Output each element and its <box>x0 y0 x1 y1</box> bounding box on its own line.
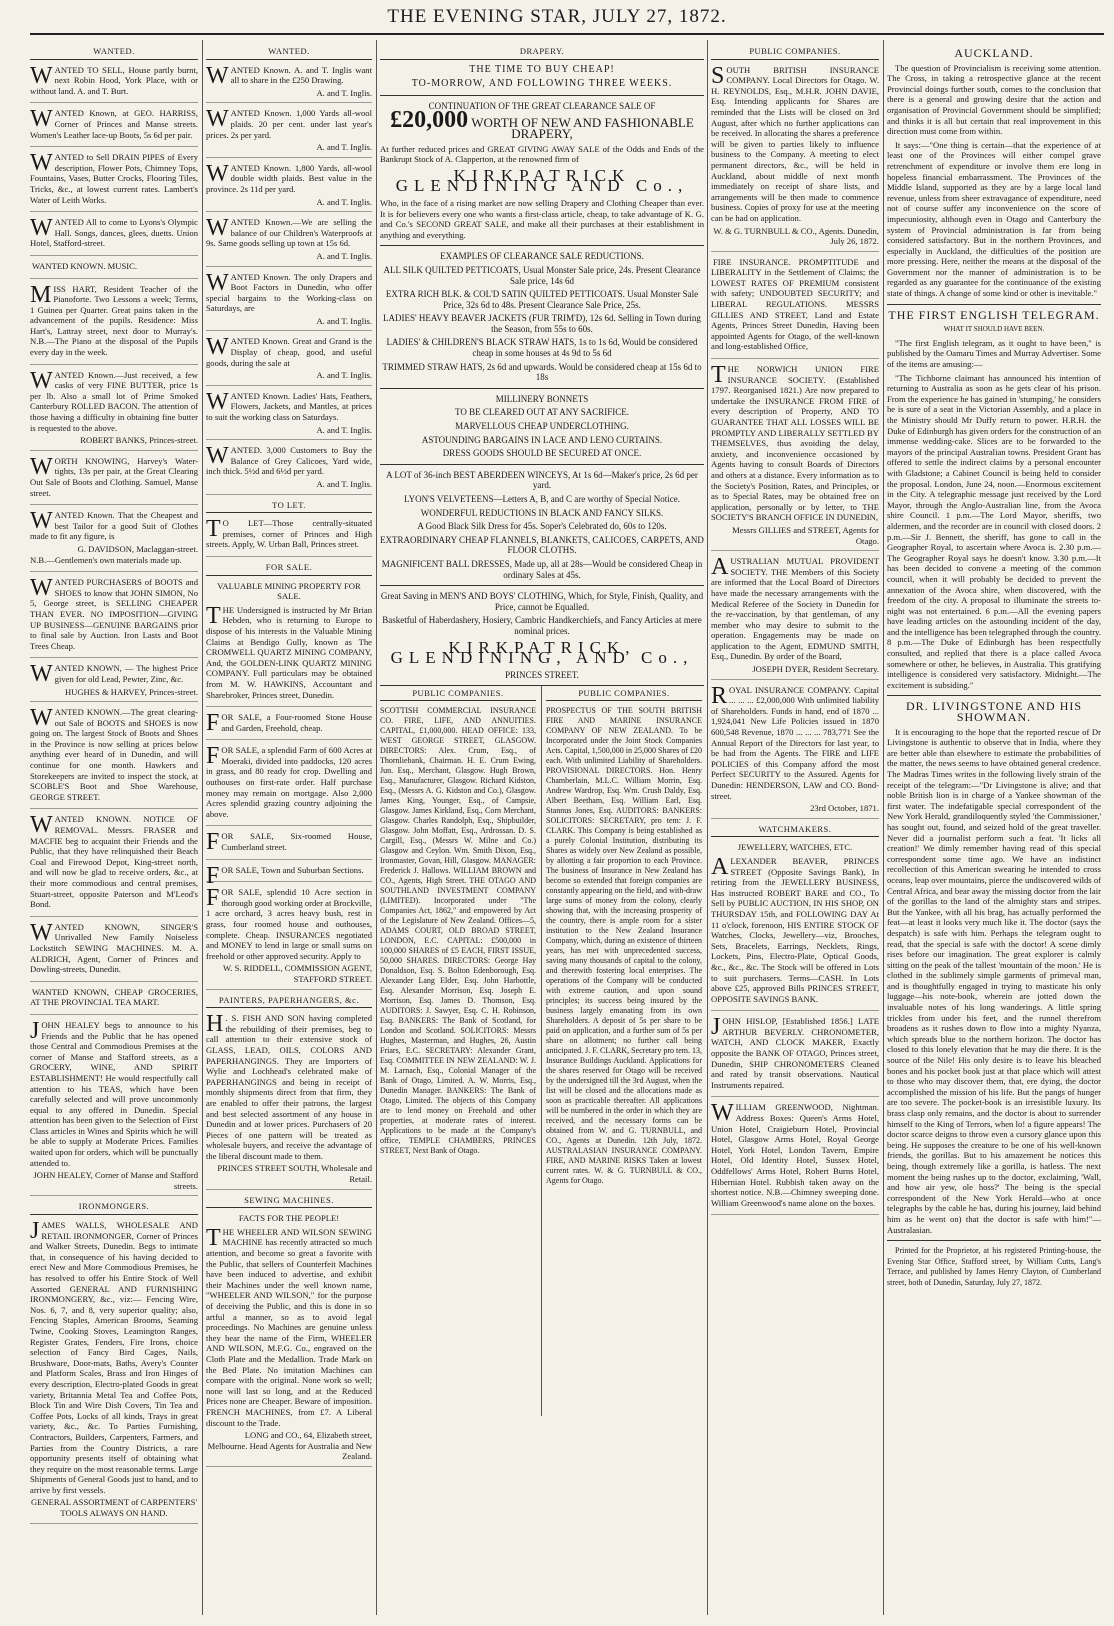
column-divider <box>541 686 542 1416</box>
article-paragraph: It says:—"One thing is certain—that the experience of at least one of the Provinces will either compel grave retrenchment of expenditure or involve them ere long in hopeless financial embarrassment. The Provinces of the Middle Island, supported as they are by a large local land revenue, unless from sheer extravagance of expenditure, need not of course suffer any inconvenience on the score of impecuniosity, although even in Otago and Canterbury the system of Provincial administration is far from being considered satisfactory. But in the northern Provinces, and especially in Auckland, the difficulties of the position are more pressing. Here, neither the means at the disposal of the Government nor the manner of administration is to be regarded as any guarantee for the continuance of the existing state of things. A change of some kind or other is inevitable." <box>887 139 1101 299</box>
drop-cap: F <box>206 885 220 912</box>
rule <box>380 464 704 465</box>
ad-ironmonger <box>30 1220 198 1524</box>
ad <box>206 269 372 332</box>
ad-text: ANTED Known. A. and T. Inglis want all to share in the £250 Drawing. <box>230 64 372 86</box>
section-header: WANTED. <box>206 46 372 60</box>
ad-painters <box>206 1013 372 1190</box>
ad-signature: W. S. RIDDELL, COMMISSION AGENT, STAFFORD STREET. <box>223 963 372 984</box>
public-companies-block <box>380 685 704 1416</box>
reduction-item: Great Saving in MEN'S AND BOYS' CLOTHING, Which, for Style, Finish, Quality, and Price, cannot be Equalled. <box>380 591 704 612</box>
ad-text: ANTED Known. That the Cheapest and best Tailor for a good Suit of Clothes made to fit any figure, is <box>30 510 198 542</box>
ad-signature: JOHN HEALEY, Corner of Manse and Stafford streets. <box>33 1170 198 1191</box>
firm-name: KIRKPATRICK, GLENDINING, AND Co., <box>390 637 694 668</box>
ad-text: WANTED KNOWN. MUSIC. <box>32 260 138 271</box>
ad-text: OR SALE, Six-roomed House, Cumberland street. <box>221 831 372 853</box>
ad-signature: A. and T. Inglis. <box>316 250 372 261</box>
ad-text: OYAL INSURANCE COMPANY. Capital ... ... ... £2,000,000 With unlimited liability of Shareholders. Funds in hand, end of 1870 ... 1,924,041 New Life Policies issued in 1870 600,548 Revenue, 1870 ... ... ... 783,771 See the Annual Report of the Directors for last year, to be had from the Agents. The FIRE and LIFE POLICIES of this Company afford the most Perfect SECURITY to the Assured. Agents for Dunedin: HENDERSON, LAW and CO. Bond-street. <box>711 684 879 801</box>
ad <box>30 217 198 256</box>
rule <box>887 304 1101 305</box>
ad-mining <box>206 602 372 707</box>
reduction-item: MARVELLOUS CHEAP UNDERCLOTHING. <box>455 421 629 432</box>
drop-cap: F <box>206 862 220 889</box>
company-text: SCOTTISH COMMERCIAL INSURANCE CO. FIRE, LIFE, AND ANNUITIES. CAPITAL, £1,000,000. HEAD OFFICE: 133, WEST GEORGE STREET, GLASGOW. DIRECTORS: Alex. Crum, Esq., of Thornliebank, Chairman. H. E. Crum Ewing, Jun. Esq., Merchant, Glasgow. Hugh Brown, Esq., Manufacturer, Glasgow. Richard Kidston, Esq., (Messrs A. G. Kidston and Co.), Glasgow. James King, Younger, Esq., of Campsie, Glasgow. James Kirkland, Esq., Corn Merchant, Glasgow. Charles Randolph, Esq., Shipbuilder, Glasgow. John Moffatt, Esq., Ardrossan. D. S. Cargill, Esq., (Messrs W. Milne and Co.) Glasgow and Ceylon. Wm. Smith Dixon, Esq., Ironmaster, Govan, Hill, Glasgow. MANAGER: Frederick J. Hallows. WILLIAM BROWN and CO., Agents, High Street. THE OTAGO AND SOUTHLAND INVESTMENT COMPANY (LIMITED). Incorporated under "The Companies Act, 1862," and empowered by Act of the Legislature of New Zealand. Offices—5, ADAMS COURT, OLD BROAD STREET, LONDON, E.C. CAPITAL: £500,000 in 100,000 SHARES of £5 EACH, FIRST ISSUE, 50,000 SHARES. DIRECTORS: George Hay Donaldson, Esq. S. Bolton Edenborough, Esq. Alexander Lang Elder, Esq. John Harbottle, Esq. Alexander Morrison, Esq. Joseph E. Morrison, Esq. James D. Thomson, Esq. AUDITORS: J. Sawyer, Esq. C. H. Robinson, Esq. BANKERS: The Bank of Scotland, for London and Scotland. SOLICITORS: Messrs Hughes, Masterman, and Hughes, 26, Austin Friars, E.C. SECRETARY: Alexander Grant, Esq. COMMITTEE IN NEW ZEALAND: W. J. M. Larnach, Esq., Colonial Manager of the Bank of Otago, Limited. A. W. Morris, Esq., Dunedin Manager. BANKERS: The Bank of Otago, Limited. The objects of this Company are to lend money on Freehold and other properties, at moderate rates of interest. Applications to be made at the Company's office, TEMPLE CHAMBERS, PRINCES STREET, Next Bank of Otago. <box>380 706 536 1156</box>
column-wanted-2 <box>206 44 372 1614</box>
ad-hislop <box>711 1016 879 1097</box>
ad <box>30 919 198 982</box>
drop-cap: T <box>206 1224 221 1251</box>
ad-text: ILLIAM GREENWOOD, Nightman. Address Boxes: Queen's Arms Hotel, Union Hotel, Craigieburn Hotel, Provincial Hotel, Glasgow Arms Hotel, Royal George Hotel, York Hotel, London Tavern, Empire Hotel, Old Identity Hotel, Sussex Hotel, Oddfellows' Arms Hotel, Robert Burns Hotel, Hibernian Hotel. Rubbish taken away on the shortest notice. N.B.—Chimney sweeping done. William Greenwood's name alone on the boxes. <box>711 1102 879 1208</box>
reduction-item: ALL SILK QUILTED PETTICOATS, Usual Monster Sale price, 24s. Present Clearance Sale price, 14s 6d <box>383 264 701 286</box>
article-title: DR. LIVINGSTONE AND HIS SHOWMAN. <box>905 699 1083 725</box>
company-text: PROSPECTUS OF THE SOUTH BRITISH FIRE AND MARINE INSURANCE COMPANY OF NEW ZEALAND. To be Incorporated under the Joint Stock Companies Acts. Capital, 1,500,000 in 25,000 Shares of £20 each. With unlimited Liability of Shareholders. PROVISIONAL DIRECTORS. Hon. Henry Chamberlain, M.L.C. William Morrin, Esq. Andrew Wardrop, Esq. Wm. Crush Daldy, Esq. Albert Beetham, Esq. William Earl, Esq. Stannus Jones, Esq. AUDITORS: BANKERS: SOLICITORS: SECRETARY, pro tem: J. F. CLARK. This Company is being established as a purely Colonial Institution, distributing its Shares as widely over New Zealand as possible, by allotting a fair proportion to each Province. The business of Insurance in New Zealand has become so extended that foreign companies are constantly appearing on the field, and with-draw large sums of money from the colony, clearly showing that, with the increasing prosperity of the country, there is ample room for a sister institution to the New Zealand Insurance Company, which, during an existence of thirteen years, has met with unprecedented success, saving many thousands of capital to the colony, and therewith fostering local enterprises. The operations of the Company will be conducted with extreme caution, and upon sound principles; its success being insured by the business largely emanating from its own Shareholders. A deposit of 5s per share to be paid on application, and a further sum of 5s per share on allotment; no further call being anticipated. J. F. CLARK, Secretary pro tem. 13, Insurance Buildings Auckland. Applications for the shares reserved for Otago will be received by the undersigned till the 3rd August, when the list will be closed and the allocations made as soon as practicable thereafter. All applications will be numbered in the order in which they are received, and the necessary forms can be obtained from W. and G. TURNBULL, and CO., Agents at Dunedin. 12th July, 1872. AUSTRALASIAN INSURANCE COMPANY. FIRE, AND MARINE RISKS Taken at lowest current rates. W. & G. TURNBULL & CO., Agents for Otago. <box>546 706 702 1186</box>
ad-sewing <box>206 1224 372 1467</box>
ad-text: ANTED PURCHASERS of BOOTS and SHOES to know that JOHN SIMON, No 5, George street, is SELLING CHEAPER THAN EVER. NO IMPOSITION—GIVING UP BUSINESS—GENUINE BARGAINS prior to final sale by Auction. Iron Lasts and Boot Trees Cheap. <box>30 577 198 651</box>
article-subtitle: WHAT IT SHOULD HAVE BEEN. <box>943 325 1045 334</box>
ad <box>711 257 879 359</box>
ad-signature: A. and T. Inglis. <box>316 479 372 489</box>
reduction-item: LYON'S VELVETEENS—Letters A, B, and C are worthy of Special Notice. <box>404 494 680 504</box>
reduction-item: A LOT of 36-inch BEST ABERDEEN WINCEYS, At 1s 6d—Maker's price, 2s 6d per yard. <box>386 469 698 491</box>
ad <box>30 510 198 572</box>
drop-cap: A <box>711 853 729 880</box>
reduction-item: Basketful of Haberdashery, Hosiery, Cambric Handkerchiefs, and Fancy Articles at mere nominal prices. <box>382 615 702 636</box>
ad-text: O LET—Those centrally-situated premises, corner of Princes and High streets. Apply, W. Urban Ball, Princes street. <box>206 518 372 550</box>
ad-text: FIRE INSURANCE. PROMPTITUDE and LIBERALITY in the Settlement of Claims; the LOWEST RATES OF PREMIUM consistent with safety; UNDOUBTED SECURITY; and LIBERAL REGULATIONS. MESSRS GILLIES AND STREET, Land and Estate Agents, Princes Street Dunedin, Having been appointed Agents for Otago, of the well-known and long-established Office, <box>711 256 879 352</box>
ad-text: USTRALIAN MUTUAL PROVIDENT SOCIETY. THE Members of this Society are informed that the Local Board of Directors have made the necessary arrangements with the Medical Referee of the Society in Dunedin for the re-vaccination, by that gentleman, of any member who may desire to submit to the operation. Engagements may be made on application to the Agent, EDMUND SMITH, Esq., Dunedin. By order of the Board, <box>711 556 879 662</box>
ad <box>711 364 879 551</box>
drop-cap: W <box>711 1100 734 1127</box>
ad-signature: 23rd October, 1871. <box>810 803 879 814</box>
ad <box>30 663 198 702</box>
ad-text: WANTED KNOWN, CHEAP GROCERIES, AT THE PROVINCIAL TEA MART. <box>30 986 198 1008</box>
ads-list <box>711 62 879 819</box>
drop-cap: W <box>206 269 229 296</box>
column-divider <box>707 40 708 1615</box>
section-header: PUBLIC COMPANIES. <box>546 688 702 701</box>
drop-cap: W <box>30 215 53 242</box>
masthead: THE EVENING STAR, JULY 27, 1872. <box>387 6 727 27</box>
drop-cap: F <box>206 743 220 770</box>
ad-text: ANTED Known, at GEO. HARRISS, Corner of Princes and Manse streets. Women's Leather lace-up Boots, 5s 6d per pair. <box>30 108 198 140</box>
article-paragraph: The question of Provincialism is receiving some attention. The Cross, in taking a retrospective glance at the recent Provincial doings further south, comes to the conclusion that there is a general and growing desire that the action and organisation of Provincial Government should be simplified; and thinks it is all but certain that real improvement in this direction must come from within. <box>887 62 1101 137</box>
article-title: THE FIRST ENGLISH TELEGRAM. <box>888 307 1100 322</box>
drop-cap: R <box>711 682 728 709</box>
drop-cap: W <box>30 508 53 535</box>
ad-signature: LONG and CO., 64, Elizabeth street, Melbourne. Head Agents for Australia and New Zealand. <box>207 1430 372 1462</box>
ad-text: OR SALE, a Four-roomed Stone House and Garden, Freehold, cheap. <box>221 712 372 733</box>
public-companies-right <box>546 686 702 1186</box>
drop-cap: F <box>206 710 220 737</box>
column-divider <box>376 40 377 1615</box>
drop-cap: T <box>206 516 221 543</box>
rule <box>380 95 704 96</box>
section-header: PUBLIC COMPANIES. <box>380 688 536 701</box>
section-header: TO LET. <box>206 500 372 514</box>
ad-text: ANTED KNOWN, SINGER'S Unrivalled New Family Noiseless Lockstitch SEWING MACHINES. M. A. ALDRICH, Agent, Corner of Princes and Dowling-streets, Dunedin. <box>30 921 198 975</box>
section-header: FOR SALE. <box>206 562 372 576</box>
ad-text: . S. FISH AND SON having completed the rebuilding of their premises, beg to call attention to their extensive stock of GLASS, LEAD, OILS, COLORS AND PAPERHANGINGS. They are Importers of Wylie and Lochhead's celebrated make of PAPERHANGINGS and being in receipt of monthly shipments direct from that firm, they are enabled to offer their patrons, the largest and best selected assortment of any house in Dunedin and at lower prices. Purchasers of 20 Pieces of one pattern will be treated as wholesale buyers, and receive the advantage of the liberal discount made to them. <box>206 1013 372 1161</box>
ad-text: ANTED Known. 1,800 Yards, all-wool double width plaids. Best value in the province. 2s 11d per yard. <box>206 162 372 194</box>
column-public-companies <box>711 44 879 1614</box>
ad-footer: GENERAL ASSORTMENT of CARPENTERS' TOOLS ALWAYS ON HAND. <box>31 1497 197 1519</box>
reduction-item: LADIES' & CHILDREN'S BLACK STRAW HATS, 1s to 1s 6d, Would be considered cheap in some houses at 4s 9d to 5s 6d <box>386 337 698 359</box>
ad-text: AMES WALLS, WHOLESALE AND RETAIL IRONMONGER, Corner of Princes and Walker Streets, Dunedin. Begs to intimate that, in consequence of his having decided to erect New and More Commodious Premises, he has resolved to offer his Entire Stock of Well Assorted GENERAL AND FURNISHING IRONMONGERY, &c., viz:— Fencing Wire, Nos. 6, 7, and 8, very superior quality; also, Fencing Staples, American Brooms, Seaming Twine, Cooking Stoves, Leamington Ranges, Register Grates, Fenders, Fire Irons, choice selection of Fancy Bird Cages, Nails, Brushware, Door-mats, Baths, Avery's Counter and Platform Scales, Brass and Iron Hinges of every description, Electro-plated Goods in great variety, Britannia Metal Tea and Coffee Pots, Block Tin and Wire Dish Covers, Tin Tea and Coffee Pots, Locks of all kinds, Trays in great variety, &c., &c. To Parties Furnishing, Contractors, Builders, Carpenters, Farmers, and Parties from the Country Districts, a rare opportunity presents itself of obtaining what they require on the most reasonable terms. Large Shipments of General Goods just to hand, and to arrive by first vessels. <box>30 1220 198 1495</box>
ad <box>206 62 372 104</box>
reduction-list <box>380 265 704 637</box>
ad-text: ANTED KNOWN. NOTICE OF REMOVAL. Messrs. FRASER and MACFIE beg to acquaint their Friends and the Public, that they have relinquished their Beach Coal and Firewood Depot, King-street north, and will now be glad to receive orders, &c., at their more commodious and central premises, Stuart-street, opposite Paterson and M'Leod's Bond. <box>30 814 198 910</box>
section-header: WANTED. <box>30 46 198 60</box>
section-header: PAINTERS, PAPERHANGERS, &c. <box>206 995 372 1009</box>
drop-cap: W <box>30 150 53 177</box>
ad-text: ANTED TO SELL, House partly burnt, next Robin Hood, York Place, with or without land. A. and T. Burt. <box>30 64 198 96</box>
ad <box>30 814 198 916</box>
drop-cap: M <box>30 281 52 308</box>
ad <box>30 987 198 1015</box>
ad-note: N.B.—Gentlemen's own materials made up. <box>30 554 182 565</box>
ad <box>30 281 198 365</box>
ad-signature: G. DAVIDSON, Maclaggan-street. <box>77 543 198 554</box>
ad-title: JEWELLERY, WATCHES, ETC. <box>737 842 853 853</box>
drop-cap: W <box>206 62 229 89</box>
ad-text: OR SALE, splendid 10 Acre section in thorough good working order at Brockville, 1 acre orchard, 3 acres heavy bush, rest in grass, four roomed house and outhouses, complete. Cheap. INSURANCES negotiated and MONEY to lend in large or small sums on freehold or other approved security. Apply to <box>206 887 372 961</box>
ad-text: ANTED KNOWN.—The great clearing-out Sale of BOOTS and SHOES is now going on. The largest Stock of Boots and Shoes in the Province is now selling at prices below anything ever heard of in Dunedin, and will continue for one month. Hawkers and Storekeepers are invited to inspect the stock, at SCOBLE'S Boot and Shoe Warehouse, GEORGE STREET. <box>30 707 198 802</box>
ad-text: ANTED Known.—Just received, a few casks of very FINE BUTTER, price 1s per lb. Also a small lot of Prime Smoked Canterbury ROLLED BACON. The attention of those having a difficulty in obtaining fine butter is requested to the above. <box>30 369 198 433</box>
column-divider <box>202 40 203 1615</box>
ad-signature: A. and T. Inglis. <box>316 370 372 381</box>
drop-cap: W <box>30 62 53 89</box>
ad-signature: A. and T. Inglis. <box>316 87 372 98</box>
drop-cap: J <box>30 1017 40 1044</box>
ad <box>206 445 372 494</box>
drop-cap: W <box>30 367 53 394</box>
drop-cap: J <box>30 1218 40 1245</box>
ad <box>30 152 198 212</box>
ad-text: HE NORWICH UNION FIRE INSURANCE SOCIETY. (Established 1797. Reorganised 1821.) Are now prepared to undertake the INSURANCE FROM FIRE of every description of Property, AND TO GUARANTEE THAT ALL LOSSES WILL BE PROMPTLY AND LIBERALLY SETTLED BY THEMSELVES, thus avoiding the delay, anxiety, and inconvenience occasioned by Agents having to consult Boards of Directors and others at a distance. Every information as to the Society's Position, Rates, and Principles, or as to Special Rates, may be obtained free on application, personally or by letter, to THE SOCIETY'S BRANCH OFFICE IN DUNEDIN, <box>711 364 879 523</box>
ad <box>206 336 372 385</box>
ad-signature: JOSEPH DYER, Resident Secretary. <box>752 664 879 675</box>
ad <box>711 556 879 680</box>
ad-signature: A. and T. Inglis. <box>316 142 372 153</box>
ad <box>711 62 879 252</box>
ad-text: ANTED. 3,000 Customers to Buy the Balance of Grey Calicoes, Yard wide, inch thick. 5½d and 6½d per yard. <box>206 445 372 477</box>
ad-text: OR SALE, Town and Suburban Sections. <box>221 864 364 875</box>
drop-cap: A <box>711 554 729 581</box>
ad <box>30 453 198 505</box>
ad-signature: A. and T. Inglis. <box>316 424 372 435</box>
drapery-line: THE TIME TO BUY CHEAP! <box>469 63 615 75</box>
drop-cap: W <box>206 388 229 415</box>
ad-signature: W. & G. TURNBULL & CO., Agents. Dunedin, July 26, 1872. <box>713 225 879 247</box>
column-drapery <box>380 44 704 1614</box>
ad <box>30 62 198 104</box>
reduction-item: TO BE CLEARED OUT AT ANY SACRIFICE. <box>455 407 629 418</box>
ad-text: ANTED Known. Great and Grand is the Display of cheap, good, and useful goods, during the sale at <box>206 336 372 368</box>
sale-amount <box>380 107 704 141</box>
rule <box>380 585 704 586</box>
drapery-body: Who, in the face of a rising market are now selling Drapery and Clothing Cheaper than ever. It is for believers every one who wants a first-class article, cheap, to take advantage of K. G. and Co.'s SECOND GREAT SALE, and make all their purchases at their establishment in anything and everything. <box>380 197 704 240</box>
ad-text: ORTH KNOWING, Harvey's Water-tights, 13s per pair, at the Great Clearing Out Sale of Boots and Clothing. Samuel, Manse street. <box>30 455 198 498</box>
ads-list <box>206 62 372 495</box>
drop-cap: W <box>206 334 229 361</box>
ad <box>30 261 198 279</box>
ad-text: LEXANDER BEAVER, PRINCES STREET (Opposite Savings Bank), In retiring from the JEWELLERY BUSINESS, Has instructed ROBERT BARE and CO., To Sell by PUBLIC AUCTION, IN HIS SHOP, ON THURSDAY 15th, and FOLLOWING DAY At 11 o'clock, forenoon, HIS ENTIRE STOCK OF Watches, Clocks, Jewellery—viz, Brooches, Sets, Bracelets, Earrings, Necklets, Rings, Lockets, Pins, Electro-Plate, Optical Goods, &c., &c., &c. The Stock will be offered in Lots to suit purchasers. Terms—CASH. In Lots above £25, approved Bills PRINCES STREET, OPPOSITE SAVINGS BANK. <box>711 855 879 1004</box>
ad-text: ISS HART, Resident Teacher of the Pianoforte. Two Lessons a week; Terms, 1 Guinea per Quarter. Great pains taken in the advancement of the pupils. Residence: Miss Hart's, Lattray street, next door to Murray's. N.B.—The Piano at the disposal of the Pupils every day in the week. <box>30 283 198 358</box>
ad-to-let <box>206 518 372 557</box>
sale-pounds-tail: WORTH OF NEW AND FASHIONABLE DRAPERY, <box>471 115 694 141</box>
ad <box>30 367 198 451</box>
ad-text: ANTED to Sell DRAIN PIPES of Every description, Flower Pots, Chimney Tops, Fountains, Vases, Butter Crocks, Flooring Tiles, Tricks, &c., at lowest current rates. Lambert's Water of Leith Works. <box>30 152 198 205</box>
rule <box>887 695 1101 696</box>
reduction-item: WONDERFUL REDUCTIONS IN BLACK AND FANCY SILKS. <box>420 507 664 518</box>
ad <box>30 108 198 147</box>
ad <box>206 712 372 740</box>
ads-list <box>30 62 198 1197</box>
ad-text: HE Undersigned is instructed by Mr Brian Hebden, who is returning to Europe to dispose of his interests in the Valuable Mining Claims at Bendigo Gully, known as The CROMWELL QUARTZ MINING COMPANY, And, the GOLDEN-LINK QUARTZ MINING COMPANY. Full particulars may be obtained from M. W. HAWKINS, Accountant and Sharebroker, Princes street, Dunedin. <box>206 604 372 700</box>
ad-title: VALUABLE MINING PROPERTY FOR SALE. <box>217 580 361 602</box>
ad-text: OUTH BRITISH INSURANCE COMPANY. Local Directors for Otago. W. H. REYNOLDS, Esq., M.H.R. JOHN DAVIE, Esq. Intending applicants for Shares are reminded that the Lists will be closed on 3rd August, after which no further applications can be received. In allocating the shares a preference will be given to parties likely to influence business to the Company. A meeting to elect permanent directors, &c., will be held in Auckland, about middle of next month immediately on receipt of share lists, and arrangements will be then made to commence business. Copies of proxy for use at the meeting can be had on application. <box>711 64 879 223</box>
drapery-intro: At further reduced prices and GREAT GIVING AWAY SALE of the Odds and Ends of the Bankrupt Stock of A. Clapperton, at the renowned firm of <box>380 143 704 165</box>
rule <box>380 245 704 246</box>
imprint: Printed for the Proprietor, at his registered Printing-house, the Evening Star Office, Stafford street, by William Cutts, Lang's Terrace, and published by James Henry Clayton, of Cumberland street, both of Dunedin, Saturday, July 27, 1872. <box>887 1246 1101 1287</box>
reduction-item: A Good Black Silk Dress for 45s. Soper's Celebrated do, 60s to 120s. <box>417 521 667 532</box>
drapery-cont: CONTINUATION OF THE GREAT CLEARANCE SALE OF <box>428 100 656 111</box>
drop-cap: S <box>711 62 725 89</box>
drop-cap: W <box>30 705 53 732</box>
drop-cap: W <box>30 812 53 839</box>
column-wanted <box>30 44 198 1614</box>
article-paragraph: "The Tichborne claimant has announced his intention of returning to Australia as soon as he gets clear of his prison. From the experience he has gained in 'stumping,' he considers he is sure of a seat in the Victorian Assembly, and a place in the Ministry should Mr Duffy return to power. H.R.H. the Duke of Edinburgh has given orders for the construction of an immense wedding-cake. Slices are to be forwarded to the mayors of the principal Australian towns. President Grant has offered to settle the indirect claims by a personal encounter with Gladstone; a Cabinet Council is being held to consider the proposal. London, June 24, noon.—Enormous excitement in the City. A telegraphic message just received by the Lord Mayor, through the Anglo-Australian line, from the Avoca shire Council. 1 p.m.—The Lord Mayor, sheriffs, two aldermen, and the recorder are in council with closed doors. 2 p.m.—Sir J. Bennett, the sheriff, has gone to call in the Geographer Royal, to ascertain where Avoca is. 2.30 p.m.—The Geographer Royal says he doesn't know. 3.30 p.m.—It has been decided to convene a meeting of the common council, when it will probably be decided to prevent the annexation of the Avoca shire, when discovered, with the freedom of the city. A proposal to illuminate the streets to-night was not entertained. 6 p.m.—All the evening papers have leading articles on the astounding incident of the day, and the intelligence has been telegraphed through the country. 8 p.m.—The Duke of Edinburgh has been respectfully consulted, and replied that there is a place called Avoca somewhere or other, he believes, in Australia. This gratifying intelligence is considered very satisfactory. Midnight.—The excitement is subsiding." <box>887 372 1101 690</box>
drop-cap: W <box>30 453 53 480</box>
ad-text: ANTED Known. 1,000 Yards all-wool plaids. 20 per cent. under last year's prices. 2s per yard. <box>206 108 372 140</box>
ad-text: ANTED All to come to Lyons's Olympic Hall. Songs, dances, glees, duetts. Union Hotel, Stafford-street. <box>30 217 198 249</box>
ad-text: HE WHEELER AND WILSON SEWING MACHINE has recently attracted so much attention, and become so great a favorite with the Public, that sellers of Counterfeit Machines have been induced to advertise, and exhibit their Machines under the well known name, "WHEELER AND WILSON," for the purpose of deceiving the Public, and this is done in so artful a manner, so as to avoid legal proceedings. No Machines are genuine unless they bear the name of the Firm, WHEELER AND WILSON, M.F.G. Co., engraved on the Cloth Plate and the Medallion. Trade Mark on the Bed Plate. No imitation Machines can compare with the original. None work so well; none will last so long, and at the Reduced Prices none are Cheaper. Beware of imposition. FRENCH MACHINES, from £7. A Liberal discount to the Trade. <box>206 1226 372 1428</box>
ad-text: OHN HISLOP, [Established 1856.] LATE ARTHUR BEVERLY. CHRONOMETER, WATCH, AND CLOCK MAKER, Exactly opposite the BANK OF OTAGO, Princes street, Dunedin, SHIP CHRONOMETERS Cleaned and rated by transit observations. Nautical Instruments repaired. <box>711 1016 879 1090</box>
ad <box>206 745 372 826</box>
public-companies-left <box>380 686 536 1156</box>
article-paragraph: "The first English telegram, as it ought to have been," is published by the Oamaru Times and Murray Advertiser. Some of the items are amusing:— <box>887 337 1101 370</box>
section-header: WATCHMAKERS. <box>711 824 879 838</box>
ad <box>206 831 372 859</box>
ad-signature: ROBERT BANKS, Princes-street. <box>80 435 198 446</box>
ad-signature: A. and T. Inglis. <box>316 315 372 326</box>
drop-cap: W <box>30 106 53 133</box>
reduction-item: ASTOUNDING BARGAINS IN LACE AND LENO CURTAINS. <box>421 434 663 445</box>
ad <box>30 707 198 809</box>
drop-cap: H <box>206 1011 224 1038</box>
ad-text: ANTED Known. The only Drapers and Boot Factors in Dunedin, who offer special bargains to the Working-class on Saturdays, are <box>206 271 372 314</box>
reduction-item: TRIMMED STRAW HATS, 2s 6d and upwards. Would be considered cheap at 15s 6d to 18s <box>382 361 702 383</box>
sale-pounds: £20,000 <box>390 107 469 134</box>
ad <box>206 217 372 266</box>
article-paragraph: It is encouraging to the hope that the reported rescue of Dr Livingstone is authentic to observe that in India, where they are better able than elsewhere to estimate the probabilities of the matter, the news seems to have obtained general credence. The Madras Times writes in the following lively strain of the receipt of the telegram:—"Dr Livingstone is alive; and that noble British lion is in charge of a Yankee showman of the first water. The indefatigable special correspondent of the New York Herald, grandiloquently styled 'the Commissioner,' has sought out, found, and seized hold of the great traveller. Never did a journalist perform such a feat. 'It licks all creation!' We dimly remember having read of this special correspondent some time ago. We have an indistinct recollection of this American swearing he intended to cross oceans, leap over mountains, pierce the undiscovered wilds of Central Africa, and bear away the missing doctor from the lair of the gorillas to the land of the almighty stars and stripes. But the Yankee, with all his brag, has actually performed the feat—at least it looks very much like it. The doctor (says the despatch) is safe with him. Perhaps the telegram ought to read, that the special is safe with the doctor! A scene dimly rises before our imagination. The great explorer is calmly sitting on the peak of the tallest 'mountain of the moon.' He is clothed in the sublimely simple garments of primeval man, and is thoughtfully engaged in trying to masticate his only luggage—his note-book, wherein are jotted down the invaluable notes of his long wanderings. A little spring trickles from under his feet, and the runnel therefrom broadens as it rushes down to flow into a mighty Nyanza, which spreads blue to the northern horizon. The doctor has closed to this lonely elevation that he may die there. It is the source of the Nile! His only desire is to leave his bleached bones and his pocket book just at that place which will attest to those who may discover them, that, ere dying, the doctor accomplished the mission of his life. But the pangs of hunger are too severe. The pocket-book is an irresistible luxury. Its brass clasp only remains, and the doctor is about to surrender himself to the King of Terrors, when lo! a figure appears! The doctor scarce deigns to throw even a cursory glance upon this being. He supposes the creature to be one of his well-known friends, the gorillas. But to his amazement he notices this being, though extremely like a gorilla, is hatless. The next moment the being rushes up to the doctor, exclaiming, 'Wall, and how air yew, ole hoss?' The being is the special correspondent of the New York Herald—who at once telegraphs by the cable he has, during his journey, laid behind him as he went on) that the doctor is safe with him!"—Australasian. <box>887 726 1101 1235</box>
ad-signature: PRINCES STREET SOUTH, Wholesale and Retail. <box>217 1163 372 1185</box>
firm-street: PRINCES STREET. <box>505 669 579 680</box>
ad <box>206 388 372 440</box>
section-header: SEWING MACHINES. <box>206 1195 372 1209</box>
ad-greenwood <box>711 1102 879 1215</box>
column-divider <box>883 40 884 1615</box>
firm-name: KIRKPATRICK GLENDINING AND Co., <box>395 165 689 196</box>
examples-title: EXAMPLES OF CLEARANCE SALE REDUCTIONS. <box>440 251 644 262</box>
drop-cap: W <box>30 575 53 602</box>
drapery-line: TO-MORROW, AND FOLLOWING THREE WEEKS. <box>411 78 673 90</box>
ad <box>711 682 879 819</box>
rule <box>887 1240 1101 1241</box>
section-header: PUBLIC COMPANIES. <box>711 46 879 60</box>
reduction-item: MILLINERY BONNETS <box>495 393 589 404</box>
drop-cap: W <box>206 215 229 242</box>
ad <box>30 1017 198 1197</box>
ad <box>206 108 372 157</box>
ad-text: OHN HEALEY begs to announce to his Friends and the Public that he has opened those Central and Commodious Premises at the corner of Manse and Stafford streets, as a GROCERY, WINE, AND SPIRIT ESTABLISHMENT! He would respectfully call attention to his TEAS, which have been carefully selected and will prove uncommonly equal to any offered in Dunedin. Special attention has been given to the Selection of First Class articles in Wines and Spirits which he will be able to supply at Moderate Prices. Families waited upon for orders, which will be punctually attended to. <box>30 1019 198 1168</box>
drop-cap: F <box>206 829 220 856</box>
reduction-item: MAGNIFICENT BALL DRESSES, Made up, all at 28s—Would be considered Cheap in ordinary Sales at 45s. <box>381 558 703 580</box>
drop-cap: W <box>206 106 229 133</box>
sales-list <box>206 712 372 989</box>
drop-cap: W <box>206 160 229 187</box>
ad <box>206 887 372 989</box>
ad-text: ANTED Known. Ladies' Hats, Feathers, Flowers, Jackets, and Mantles, at prices to suit the working class on Saturdays. <box>206 390 372 423</box>
ad-signature: Messrs GILLIES and STREET, Agents for Otago. <box>732 524 879 546</box>
ad <box>206 160 372 212</box>
drop-cap: W <box>30 919 53 946</box>
section-header: DRAPERY. <box>380 46 704 60</box>
reduction-item: EXTRA RICH BLK. & COL'D SATIN QUILTED PETTICOATS. Usual Monster Sale Price, 32s 6d to 48s. Present Clearance Sale Price, 25s. <box>385 289 699 310</box>
ad <box>30 577 198 658</box>
rule <box>380 388 704 389</box>
ad-signature: HUGHES & HARVEY, Princes-street. <box>64 686 198 697</box>
ad-title: FACTS FOR THE PEOPLE! <box>238 1213 340 1224</box>
ad-text: OR SALE, a splendid Farm of 600 Acres at Moeraki, divided into paddocks, 120 acres in grass, and 80 ready for crop. Dwelling and outhouses on first-rate order. Half purchase money may remain on mortgage. Also 2,000 Acres splendid grazing country adjoining the above. <box>206 745 372 819</box>
ad-signature: A. and T. Inglis. <box>316 196 372 207</box>
drop-cap: T <box>711 362 726 389</box>
drop-cap: W <box>30 661 53 688</box>
ad-watchmaker <box>711 853 879 1011</box>
reduction-item: LADIES' HEAVY BEAVER JACKETS (FUR TRIM'D), 12s 6d. Selling in Town during the Season, from 55s to 60s. <box>383 313 701 334</box>
article-title: AUCKLAND. <box>954 46 1034 60</box>
drop-cap: T <box>206 602 221 629</box>
reduction-item: EXTRAORDINARY CHEAP FLANNELS, BLANKETS, CALICOES, CARPETS, AND FLOOR CLOTHS. <box>380 534 704 556</box>
drop-cap: W <box>206 443 229 470</box>
drop-cap: J <box>711 1014 721 1041</box>
column-articles <box>887 44 1101 1614</box>
masthead-rule <box>30 33 1104 35</box>
ad <box>206 862 372 889</box>
reduction-item: DRESS GOODS SHOULD BE SECURED AT ONCE. <box>442 448 642 459</box>
ad-text: ANTED Known.—We are selling the balance of our Children's Waterproofs at 9s. Same goods selling up town at 15s 6d. <box>206 217 372 249</box>
section-header: IRONMONGERS. <box>30 1201 198 1215</box>
ad-text: ANTED KNOWN, — The highest Price given for old Lead, Pewter, Zinc, &c. <box>54 663 198 684</box>
